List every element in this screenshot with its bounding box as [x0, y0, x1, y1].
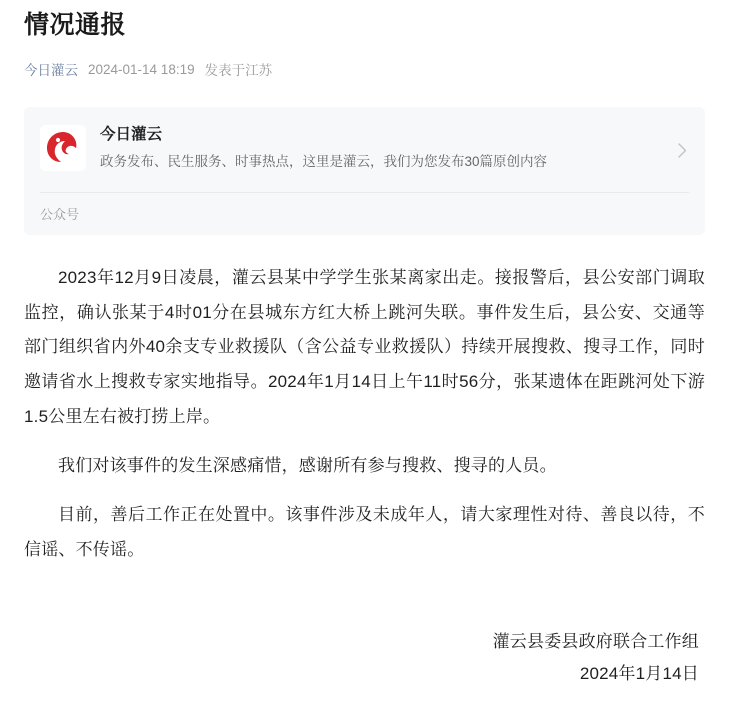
paragraph: 目前，善后工作正在处置中。该事件涉及未成年人，请大家理性对待、善良以待，不信谣、不传谣。: [24, 504, 705, 559]
account-card-top: [40, 125, 689, 192]
article-page: [0, 8, 729, 708]
meta-datetime: 2024-01-14 18:19: [88, 61, 195, 77]
signature-organization: 灌云县委县政府联合工作组: [492, 631, 699, 651]
signature-date: 2024年1月14日: [579, 663, 699, 683]
paragraph: 2023年12月9日凌晨，灌云县某中学学生张某离家出走。接报警后，县公安部门调取监控，确认张某于4时01分在县城东方红大桥上跳河失联。事件发生后，县公安、交通等部门组织省内外40余支专业救援队（含公益专业救援队）持续开展搜救、搜寻工作，同时邀请省水上搜救专家实地指导。2024年1月14日上午11时56分，张某遗体在距跳河处下游1.5公里左右被打捞上岸。: [24, 267, 705, 427]
account-name: 今日灌云: [100, 126, 163, 143]
page-title: 情况通报: [24, 11, 127, 39]
article-meta: [24, 59, 705, 79]
account-description: 政务发布、民生服务、时事热点，这里是灌云，我们为您发布30篇原创内容: [100, 154, 548, 170]
signature-block: [24, 626, 705, 691]
chevron-right-icon[interactable]: [678, 143, 687, 161]
account-card-footer: 公众号: [40, 192, 689, 235]
meta-account-name[interactable]: 今日灌云: [24, 63, 78, 78]
meta-location: 发表于江苏: [204, 63, 273, 78]
paragraph: 我们对该事件的发生深感痛惜，感谢所有参与搜救、搜寻的人员。: [58, 455, 557, 475]
phoenix-logo-icon: [40, 125, 86, 171]
account-card[interactable]: [24, 107, 705, 235]
article-body: [24, 261, 705, 568]
account-info: [100, 125, 689, 174]
